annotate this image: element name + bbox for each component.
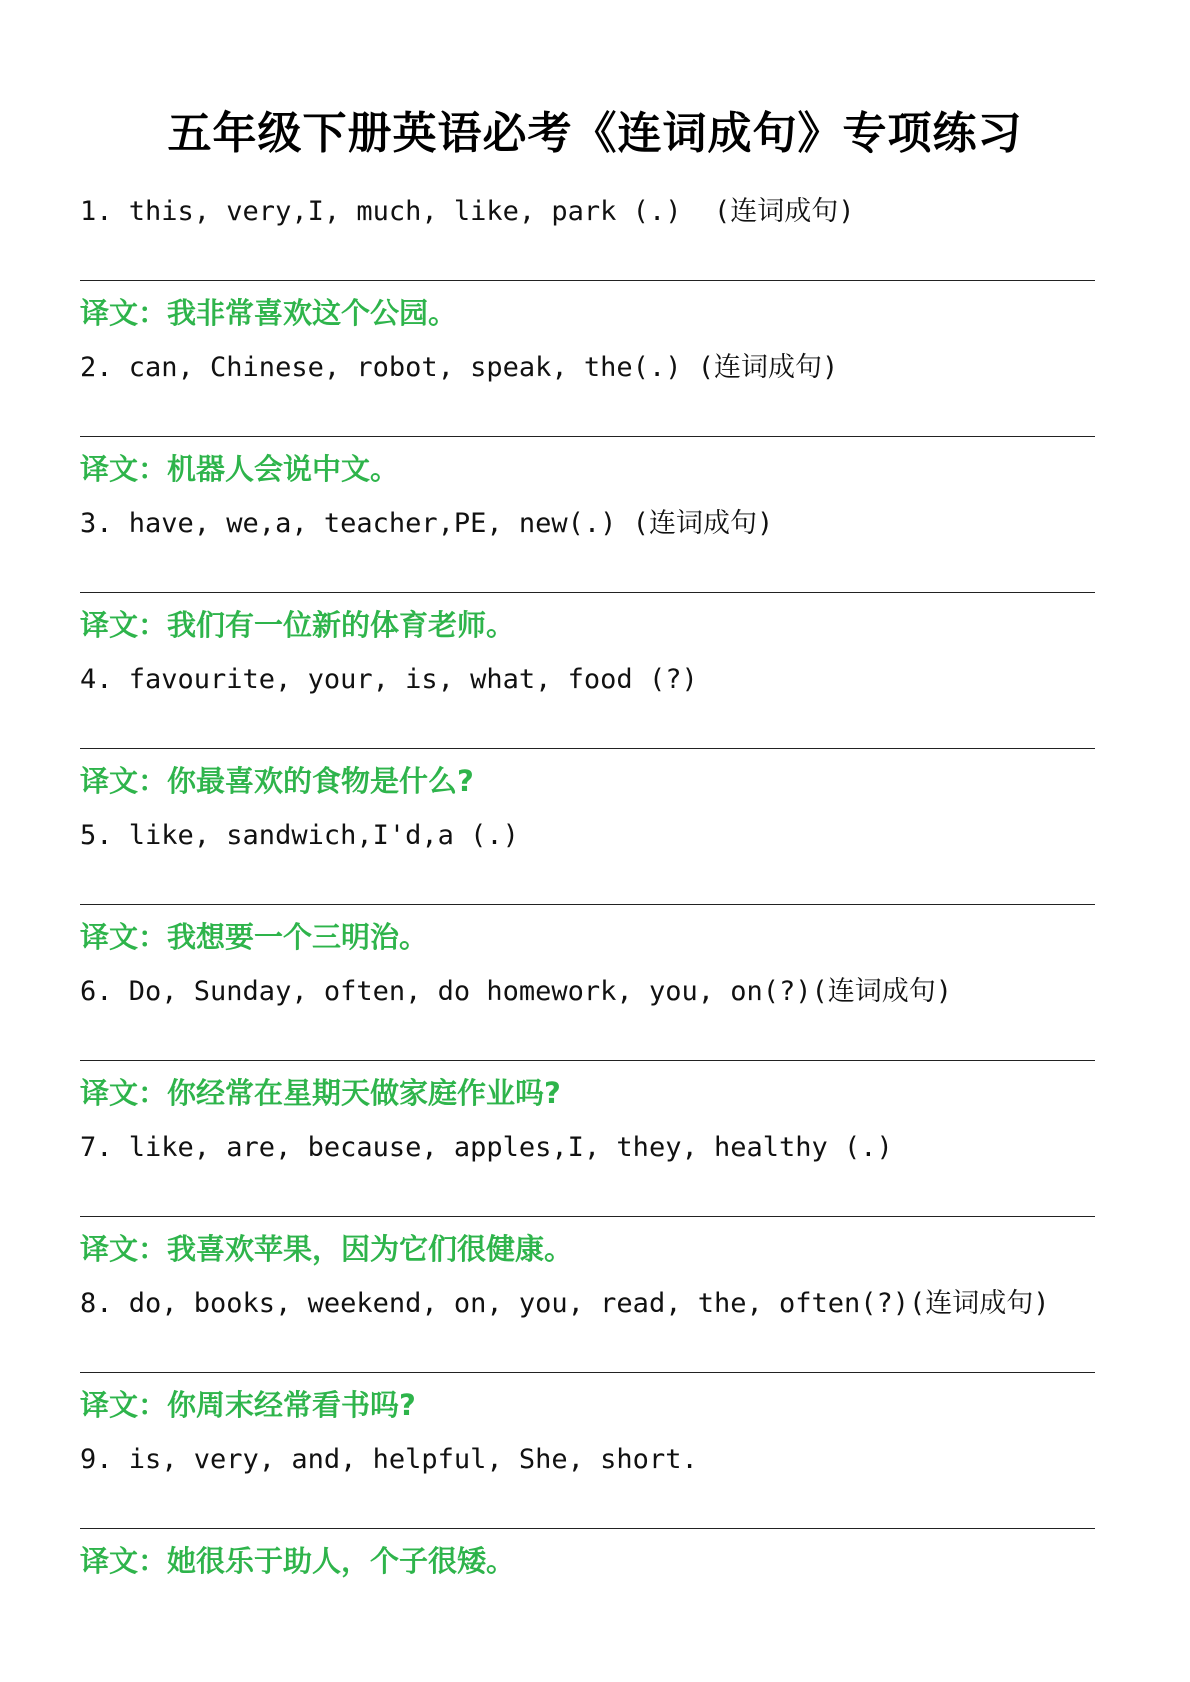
translation-text: 译文：你经常在星期天做家庭作业吗?: [80, 1076, 561, 1110]
question-text: 5. like, sandwich,I'd,a (.): [80, 820, 519, 851]
question-text: 3. have, we,a, teacher,PE, new(.) (连词成句): [80, 508, 774, 539]
exercise-1: [80, 180, 1095, 336]
question-text: 6. Do, Sunday, often, do homework, you, on(?)(连词成句): [80, 976, 953, 1007]
exercise-7: [80, 1116, 1095, 1272]
page-title: 五年级下册英语必考《连词成句》专项练习: [167, 108, 1023, 159]
answer-line[interactable]: [80, 592, 1095, 593]
translation-text: 译文：机器人会说中文。: [80, 452, 400, 486]
answer-line[interactable]: [80, 1060, 1095, 1061]
question-text: 8. do, books, weekend, on, you, read, the, often(?)(连词成句): [80, 1288, 1050, 1319]
answer-line[interactable]: [80, 1528, 1095, 1529]
answer-line[interactable]: [80, 280, 1095, 281]
exercise-8: [80, 1272, 1095, 1428]
question-text: 1. this, very,I, much, like, park (.) (连词成句): [80, 196, 855, 227]
exercise-5: [80, 804, 1095, 960]
translation-text: 译文：我们有一位新的体育老师。: [80, 608, 516, 642]
translation-text: 译文：我想要一个三明治。: [80, 920, 429, 954]
question-text: 9. is, very, and, helpful, She, short.: [80, 1444, 698, 1475]
answer-line[interactable]: [80, 748, 1095, 749]
answer-line[interactable]: [80, 904, 1095, 905]
exercise-2: [80, 336, 1095, 492]
exercise-4: [80, 648, 1095, 804]
question-text: 4. favourite, your, is, what, food (?): [80, 664, 698, 695]
translation-text: 译文：你最喜欢的食物是什么?: [80, 764, 474, 798]
exercise-3: [80, 492, 1095, 648]
answer-line[interactable]: [80, 436, 1095, 437]
translation-text: 译文：她很乐于助人，个子很矮。: [80, 1544, 516, 1578]
translation-text: 译文：我非常喜欢这个公园。: [80, 296, 458, 330]
question-text: 7. like, are, because, apples,I, they, healthy (.): [80, 1132, 893, 1163]
translation-text: 译文：你周末经常看书吗?: [80, 1388, 416, 1422]
answer-line[interactable]: [80, 1372, 1095, 1373]
answer-line[interactable]: [80, 1216, 1095, 1217]
question-text: 2. can, Chinese, robot, speak, the(.) (连词成句): [80, 352, 839, 383]
translation-text: 译文：我喜欢苹果，因为它们很健康。: [80, 1232, 574, 1266]
exercise-9: [80, 1428, 1095, 1584]
exercise-list: [80, 180, 1095, 1584]
exercise-6: [80, 960, 1095, 1116]
